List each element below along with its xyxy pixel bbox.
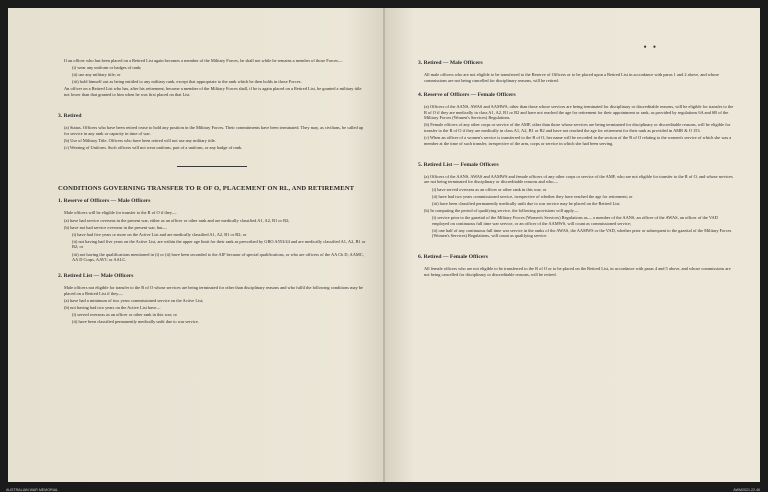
section-5-line: (b) In computing the period of qualifying service, the following provisions will apply—	[424, 207, 579, 213]
intro-line: If an officer who has been placed on a Retired List again becomes a member of the Military Forces, he shall not while he remains a member of those Forces—	[64, 58, 343, 63]
section-3-item: (c) Wearing of Uniform. Such officers will not wear uniform, part of a uniform, or any badge of rank.	[64, 144, 243, 150]
section-1-line: (ii) not having had five years on the Active List, are within the upper age limit for their rank as prescribed by GRO A553/44 and are medically classified A1, A2, B1 or B2; or	[72, 238, 366, 250]
section-5-line: (a) Officers of the AANS, AWAS and AAMWS and female officers of any other corps or service of the AMF, who are not eligible for transfer to the R of O, and whose services are not being terminated for disciplinary or discreditable reasons and who—	[424, 173, 733, 185]
section-3-item: (b) Use of Military Title. Officers who have been retired will not use any military title.	[64, 137, 216, 143]
section-1-line: (a) have had service overseas in the present war, either as an officer or other rank and are medically classified A1, A2, B1 or B2;	[64, 217, 290, 223]
section-2-lines	[58, 285, 366, 325]
section-2-heading: 2. Retired List — Male Officers	[58, 273, 134, 280]
section-1-line: Male officers will be eligible for transfer to the R of O if they—	[64, 210, 177, 216]
section-1-lines	[58, 210, 366, 262]
section-5-line: (iii) have been classified permanently medically unfit due to war service may be placed on the Retired List.	[432, 200, 621, 206]
ink-marks: • •	[643, 42, 658, 52]
section-1-line: (i) have had five years or more on the Active List and are medically classified A1, A2, B1 or B2; or	[72, 231, 247, 237]
section-2-line: Male officers not eligible for transfer to the R of O whose services are being terminated for other than disciplinary reasons and who fulfil the following conditions may be placed on a Retired List if they—	[64, 285, 363, 296]
section-2-line: (ii) have been classified permanently medically unfit due to war service.	[72, 319, 199, 325]
divider-rule	[177, 166, 247, 167]
section-4-item: (a) Officers of the AANS, AWAS and AAMWS, other than those whose services are being terminated for disciplinary or discreditable reasons, will be eligible for transfer to the R of O if they are medically in class A1, A2, B1 or B2 and have not reached the age for retirement for their appointment or rank, as provided by regulations 6A and 6B of the Military Forces (Women's Services) Regulations.	[424, 104, 734, 121]
section-2-line: (a) have had a minimum of two years commissioned service on the Active List;	[64, 297, 204, 303]
section-5-line: (ii) have had two years commissioned service, irrespective of whether they have reached the age for retirement; or	[432, 193, 633, 199]
section-5-line: (ii) one half of any continuous full time war service in the ranks of the AWAS, the AAMWS or the VAD, whether prior or subsequent to the gazettal of the Military Forces (Women's Services) Regulations, will count as qualifying service.	[432, 227, 732, 239]
section-1-line: (b) have not had service overseas in the present war, but—	[64, 224, 167, 230]
page-gutter	[383, 8, 385, 482]
right-section-3-heading: 3. Retired — Male Officers	[418, 60, 483, 66]
right-section-4-heading: 4. Reserve of Officers — Female Officers	[418, 92, 516, 99]
footer-left: AUSTRALIAN WAR MEMORIAL	[6, 488, 58, 492]
footer-right: AWM2021.22.46	[733, 488, 760, 492]
intro-line: (iii) hold himself out as being entitled to any military rank, except that appropriate to the rank which he then holds in those Forces.	[72, 79, 302, 85]
section-4-item: (c) When an officer of a women's service is transferred to the R of O, her name will be recorded in the section of the R of O relating to the women's service of which she was a member at the time of such transfer, irrespective of the arm, corps or service in which she had been serving.	[424, 135, 732, 146]
section-1-heading: 1. Reserve of Officers — Male Officers	[58, 198, 151, 205]
section-3-item: (a) Status. Officers who have been retired cease to hold any position in the Military Forces. Their commitments have been terminated. They may, as civilians, be called up for service in any rank or capacity in time of war.	[64, 125, 364, 136]
section-4-item: (b) Female officers of any other corps or service of the AMF, other than those whose services are being terminated for disciplinary or discreditable reasons, will be eligible for transfer to the R of O if they are medically in class A1, A2, B1 or B2 and have not reached the age for retirement for their rank as provided in AMR & O 153.	[424, 122, 731, 134]
section-5-line: (i) service prior to the gazettal of the Military Forces (Women's Services) Regulations as— a member of the AANS, an officer of the AWAS, an officer of the VAD employed on continuous full time war service, or an officer of the AAMWS, will count as commissioned service;	[432, 214, 718, 226]
intro-line: (i) wear any uniform or badges of rank;	[72, 65, 142, 71]
section-1-line: (iii) not having the qualifications mentioned in (i) or (ii) have been seconded to the AIF because of special qualifications, or who are officers of the AA Ch D, AAMC, AA D Corps, AAVC or AALC.	[72, 251, 364, 263]
section-5-line: (i) have served overseas as an officer or other rank in this war; or	[432, 186, 547, 192]
right-section-6-text: All female officers who are not eligible to be transferred to the R of O or to be placed on the Retired List, in accordance with paras 4 and 5 above, and whose commissions are not being cancelled for disciplinary or discreditable reasons, will be retired.	[424, 266, 731, 277]
section-3-heading: 3. Retired	[58, 113, 82, 120]
right-section-4-items	[418, 104, 736, 146]
right-section-5-lines	[418, 174, 736, 239]
right-page	[384, 8, 760, 482]
section-2-line: (b) not having had two years on the Active List have—	[64, 304, 161, 310]
intro-block	[58, 58, 366, 98]
intro-line: (ii) use any military title; or	[72, 72, 121, 78]
left-page	[8, 8, 384, 482]
conditions-heading: CONDITIONS GOVERNING TRANSFER TO R OF O, PLACEMENT ON RL, AND RETIREMENT	[58, 185, 355, 193]
right-section-5-heading: 5. Retired List — Female Officers	[418, 161, 499, 168]
right-section-3-text: All male officers who are not eligible to be transferred to the Reserve of Officers or to be placed upon a Retired List in accordance with paras 1 and 2 above, and whose commissions are not being cancelled for disciplinary reasons, will be retired.	[424, 72, 720, 83]
intro-line: An officer on a Retired List who has, after his retirement, become a member of the Military Forces shall, if he is again placed on a Retired List, be granted a military title not lower than that granted to him when he was first placed on that List.	[64, 86, 362, 97]
section-2-line: (i) served overseas as an officer or other rank in this war; or	[72, 312, 178, 318]
section-3-items	[58, 125, 366, 150]
right-section-6-heading: 6. Retired — Female Officers	[418, 254, 488, 261]
